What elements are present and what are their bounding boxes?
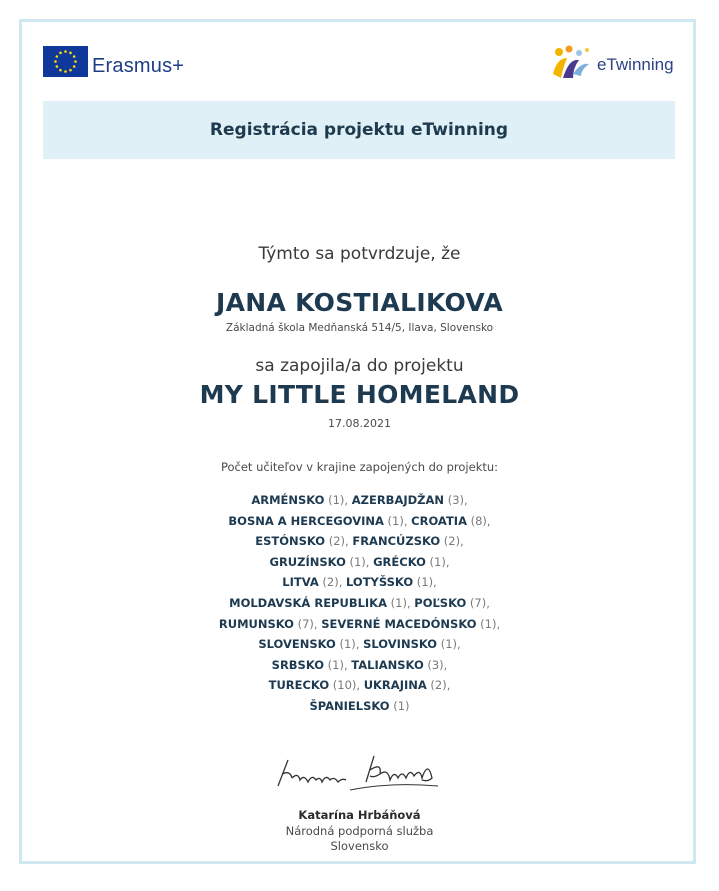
eu-star bbox=[56, 65, 59, 68]
country-count: (8), bbox=[466, 513, 491, 528]
country-count: (1), bbox=[345, 554, 370, 569]
country-list bbox=[0, 490, 719, 717]
signer-organization: Národná podporná služba bbox=[285, 824, 434, 838]
confirmation-text: Týmto sa potvrdzuje, že bbox=[258, 244, 461, 264]
country-count: (1), bbox=[413, 575, 437, 590]
signer-country: Slovensko bbox=[330, 839, 389, 853]
country-name: SEVERNÉ MACEDÓNSKO bbox=[321, 616, 477, 631]
country-line bbox=[0, 614, 719, 635]
country-name: SRBSKO bbox=[271, 657, 325, 672]
country-count: (2), bbox=[318, 575, 343, 590]
country-name: SLOVENSKO bbox=[258, 637, 336, 652]
country-name: MOLDAVSKÁ REPUBLIKA bbox=[229, 595, 387, 610]
country-name: CROATIA bbox=[411, 513, 467, 528]
eu-star bbox=[54, 60, 57, 63]
country-name: GRÉCKO bbox=[373, 554, 426, 569]
country-count: (1), bbox=[476, 616, 501, 631]
signer-name: Katarína Hrbáňová bbox=[298, 808, 421, 822]
certificate-title: Registrácia projektu eTwinning bbox=[209, 120, 509, 140]
signature-image bbox=[270, 752, 445, 798]
country-name: AZERBAJDŽAN bbox=[351, 493, 445, 507]
country-name: ŠPANIELSKO bbox=[309, 698, 390, 713]
country-count: (3), bbox=[423, 657, 448, 672]
eu-star bbox=[59, 69, 62, 72]
eu-star bbox=[74, 60, 77, 63]
etwinning-logo bbox=[547, 44, 674, 82]
country-count: (1), bbox=[324, 657, 348, 672]
eu-star bbox=[73, 65, 76, 68]
country-name: POĽSKO bbox=[414, 595, 467, 610]
country-name: BOSNA A HERCEGOVINA bbox=[228, 513, 384, 528]
erasmus-logo bbox=[43, 45, 184, 78]
eu-star bbox=[64, 50, 67, 53]
erasmus-label: Erasmus+ bbox=[92, 55, 185, 77]
country-name: SLOVINSKO bbox=[363, 637, 438, 652]
country-count: (7), bbox=[466, 595, 490, 610]
country-line bbox=[0, 696, 719, 717]
country-count: (1), bbox=[425, 554, 450, 569]
eu-star bbox=[59, 52, 62, 55]
country-name: UKRAJINA bbox=[363, 678, 427, 693]
country-line bbox=[0, 552, 719, 573]
country-name: RUMUNSKO bbox=[218, 616, 294, 631]
country-line bbox=[0, 655, 719, 676]
country-count: (2), bbox=[325, 534, 349, 549]
eu-star bbox=[73, 55, 76, 58]
eu-star bbox=[64, 70, 67, 73]
country-line bbox=[0, 511, 719, 532]
etwinning-figures-icon bbox=[547, 44, 595, 82]
country-name: GRUZÍNSKO bbox=[269, 554, 346, 569]
country-line bbox=[0, 634, 719, 655]
school-address: Základná škola Medňanská 514/5, Ilava, Slovensko bbox=[225, 322, 494, 334]
country-count: (1) bbox=[389, 698, 410, 713]
country-line bbox=[0, 531, 719, 552]
country-count: (10), bbox=[329, 678, 361, 693]
project-name: MY LITTLE HOMELAND bbox=[199, 380, 520, 409]
country-count: (1), bbox=[387, 595, 411, 610]
country-line bbox=[0, 572, 719, 593]
country-name: ARMÉNSKO bbox=[251, 493, 325, 507]
country-count: (1), bbox=[437, 637, 461, 652]
country-line bbox=[0, 593, 719, 614]
teacher-count-label: Počet učiteľov v krajine zapojených do projektu: bbox=[220, 460, 499, 474]
eu-star bbox=[69, 52, 72, 55]
country-line bbox=[0, 490, 719, 511]
person-name: JANA KOSTIALIKOVA bbox=[216, 288, 503, 317]
country-line bbox=[0, 675, 719, 696]
eu-star bbox=[56, 55, 59, 58]
country-count: (1), bbox=[324, 493, 349, 507]
etwinning-label: eTwinning bbox=[597, 55, 674, 74]
registration-date: 17.08.2021 bbox=[328, 417, 391, 430]
country-name: ESTÓNSKO bbox=[255, 534, 326, 549]
country-name: TALIANSKO bbox=[351, 657, 424, 672]
country-count: (1), bbox=[335, 637, 360, 652]
country-name: LITVA bbox=[282, 575, 319, 590]
country-count: (1), bbox=[383, 513, 408, 528]
eu-star bbox=[69, 69, 72, 72]
country-name: FRANCÚZSKO bbox=[352, 534, 441, 549]
country-name: LOTYŠSKO bbox=[346, 575, 414, 590]
country-count: (2), bbox=[440, 534, 464, 549]
country-count: (3), bbox=[444, 493, 468, 507]
eu-flag-icon bbox=[43, 46, 88, 77]
country-count: (2), bbox=[426, 678, 451, 693]
header-banner bbox=[43, 101, 675, 159]
country-name: TURECKO bbox=[268, 678, 330, 693]
country-count: (7), bbox=[293, 616, 318, 631]
joined-text: sa zapojila/a do projektu bbox=[255, 356, 464, 376]
